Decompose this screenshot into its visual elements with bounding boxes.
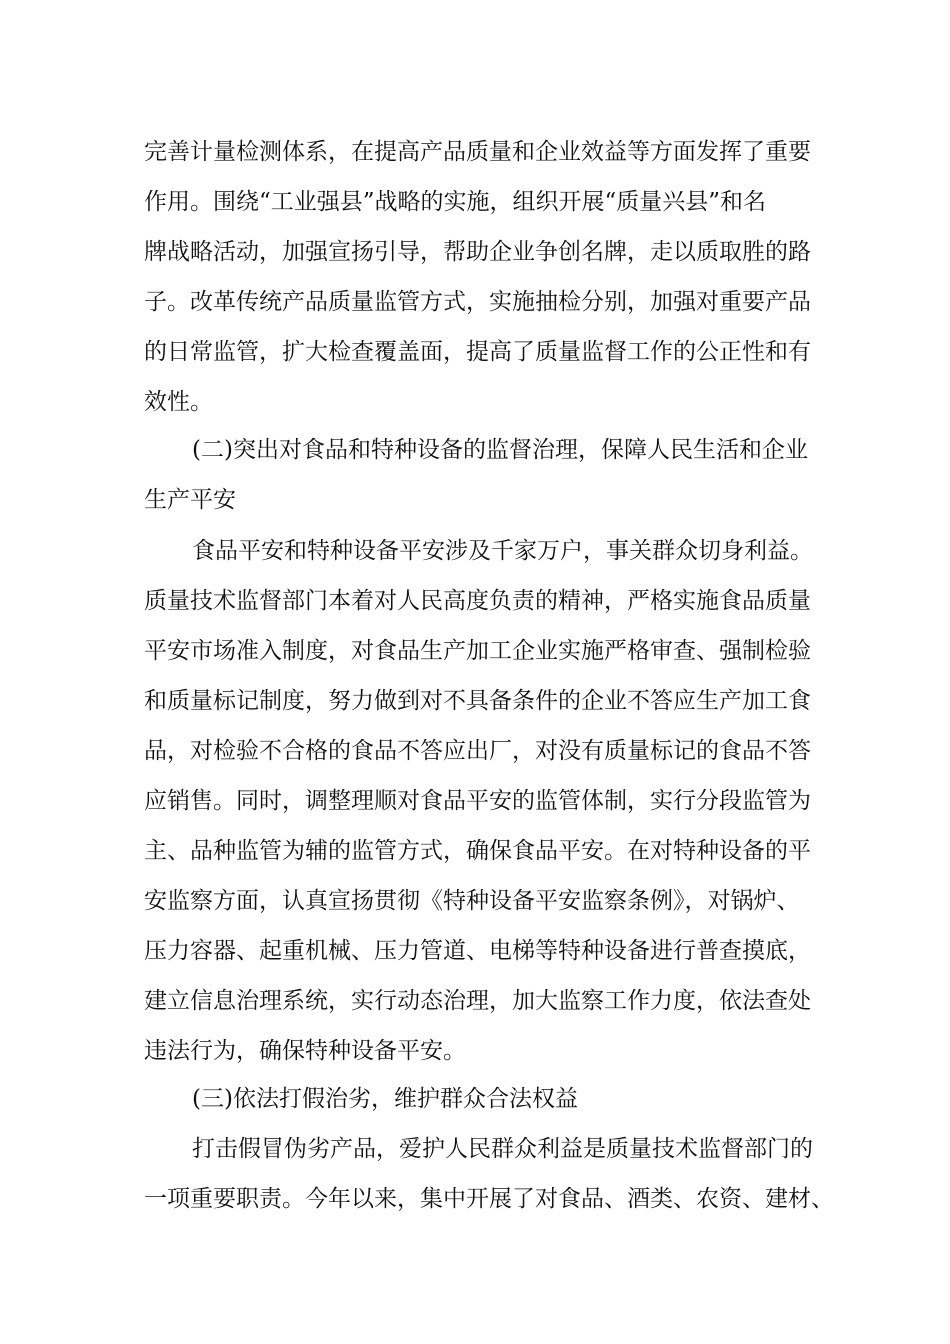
text-line: 安监察方面，认真宣扬贯彻《特种设备平安监察条例》，对锅炉、 — [144, 888, 800, 914]
text-line: 建立信息治理系统，实行动态治理，加大监察工作力度，依法查处 — [144, 988, 811, 1014]
text-line: 违法行为，确保特种设备平安。 — [144, 1038, 466, 1064]
text-line: 效性。 — [144, 389, 213, 415]
section-heading: (二)突出对食品和特种设备的监督治理，保障人民生活和企业 — [192, 437, 808, 463]
section-heading-continued: 生产平安 — [144, 487, 236, 513]
text-line: 质量技术监督部门本着对人民高度负责的精神，严格实施食品质量 — [144, 588, 811, 614]
text-line: 的日常监管，扩大检查覆盖面，提高了质量监督工作的公正性和有 — [144, 339, 811, 365]
text-line: 和质量标记制度，努力做到对不具备条件的企业不答应生产加工食 — [144, 688, 811, 714]
text-line: 子。改革传统产品质量监管方式，实施抽检分别，加强对重要产品 — [144, 289, 811, 315]
paragraph-start: 打击假冒伪劣产品，爱护人民群众利益是质量技术监督部门的 — [192, 1136, 813, 1162]
text-line: 一项重要职责。今年以来，集中开展了对食品、酒类、农资、建材、 — [144, 1186, 834, 1212]
section-heading: (三)依法打假治劣，维护群众合法权益 — [192, 1086, 578, 1112]
text-line: 作用。围绕“工业强县”战略的实施，组织开展“质量兴县”和名 — [144, 189, 767, 215]
text-line: 牌战略活动，加强宣扬引导，帮助企业争创名牌，走以质取胜的路 — [144, 239, 811, 265]
text-line: 平安市场准入制度，对食品生产加工企业实施严格审查、强制检验 — [144, 638, 811, 664]
paragraph-start: 食品平安和特种设备平安涉及千家万户，事关群众切身利益。 — [192, 538, 813, 564]
text-line: 品，对检验不合格的食品不答应出厂，对没有质量标记的食品不答 — [144, 738, 811, 764]
text-line: 主、品种监管为辅的监管方式，确保食品平安。在对特种设备的平 — [144, 838, 811, 864]
text-line: 压力容器、起重机械、压力管道、电梯等特种设备进行普查摸底， — [144, 938, 811, 964]
text-line: 完善计量检测体系，在提高产品质量和企业效益等方面发挥了重要 — [144, 139, 811, 165]
text-line: 应销售。同时，调整理顺对食品平安的监管体制，实行分段监管为 — [144, 788, 811, 814]
